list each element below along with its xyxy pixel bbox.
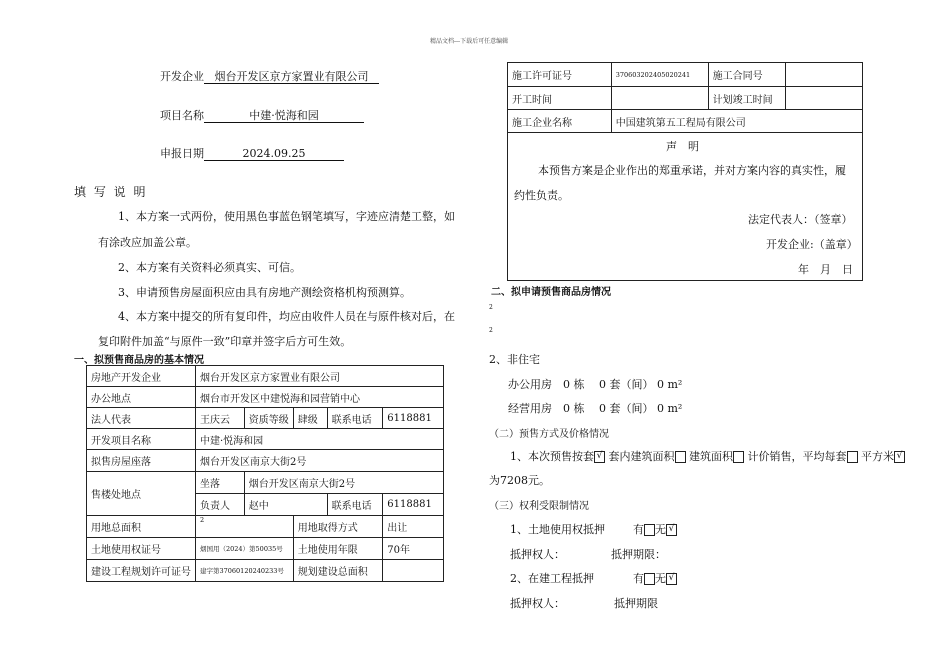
cell-value: 中国建筑第五工程局有限公司 (611, 110, 862, 133)
legal-rep-signature: 法定代表人：（签章） (748, 213, 853, 226)
cell-value (383, 560, 444, 582)
declaration-title: 声 明 (666, 140, 699, 153)
instruction-1b: 有涂改应加盖公章。 (98, 236, 197, 249)
checkbox-construction-none[interactable]: √ (666, 573, 677, 585)
developer-value: 烟台开发区京方家置业有限公司 (204, 70, 379, 84)
checkbox-per-sqm[interactable]: √ (894, 451, 905, 463)
cell-label: 资质等级 (244, 408, 293, 429)
none-label: 无 (655, 572, 666, 585)
superscript-1: 2 (489, 304, 493, 311)
checkbox-building-area[interactable] (733, 451, 744, 463)
land-mortgage-options (633, 521, 677, 537)
cell-label: 联系电话 (327, 494, 383, 516)
cell-label: 售楼处地点 (87, 472, 196, 516)
cell-label: 土地使用年限 (293, 538, 383, 560)
checkbox-inner-area[interactable] (675, 451, 686, 463)
cell-label: 施工合同号 (708, 63, 785, 87)
section1-title: 一、拟预售商品房的基本情况 (74, 355, 204, 366)
cell-value (611, 87, 708, 110)
cell-label: 坐落 (196, 472, 245, 494)
section2-title: 二、拟申请预售商品房情况 (491, 287, 611, 298)
cell-value: 出让 (383, 516, 444, 538)
declaration-date: 年 月 日 (798, 263, 853, 276)
construction-mortgage-label: 2、在建工程抵押 (510, 572, 594, 585)
instruction-3: 3、申请预售房屋面积应由具有房地产测绘资格机构预测算。 (118, 286, 411, 299)
cell-label: 计划竣工时间 (708, 87, 785, 110)
has-label: 有 (633, 523, 644, 536)
cell-label: 施工许可证号 (508, 63, 612, 87)
construction-table (507, 62, 863, 133)
cell-value: 烟台开发区京方家置业有限公司 (196, 366, 444, 387)
cell-value (785, 87, 862, 110)
presale-text-4: 计价销售，平均每套 (747, 450, 847, 463)
project-value: 中建·悦海和园 (204, 109, 364, 123)
cell-value: 2 (196, 516, 294, 538)
cell-label: 建设工程规划许可证号 (87, 560, 196, 582)
land-mortgagee: 抵押权人： (510, 548, 565, 561)
cell-value: 烟台市开发区中建悦海和园营销中心 (196, 387, 444, 408)
cell-value: 370603202405020241 (611, 63, 708, 87)
table-row (87, 538, 444, 560)
table-row (87, 429, 444, 450)
instruction-4: 4、本方案中提交的所有复印件，均应由收件人员在与原件核对后，在 (118, 310, 455, 323)
instruction-1: 1、本方案一式两份，使用黑色事蓝色钢笔填写，字迹应清楚工整，如 (118, 210, 455, 223)
construction-mortgagee: 抵押权人： (510, 597, 565, 610)
cell-label: 法人代表 (87, 408, 196, 429)
project-label: 项目名称 (160, 109, 204, 122)
has-label: 有 (633, 572, 644, 585)
cell-label: 用地取得方式 (293, 516, 383, 538)
project-line (160, 107, 364, 123)
presale-text-5: 平方米 (861, 450, 894, 463)
cell-label: 开工时间 (508, 87, 612, 110)
declaration-body-1: 本预售方案是企业作出的郑重承诺，并对方案内容的真实性，履 (538, 164, 846, 177)
non-residential-label: 2、非住宅 (489, 353, 540, 366)
declaration-box (507, 132, 863, 281)
table-row (508, 63, 863, 87)
checkbox-per-unit[interactable]: √ (594, 451, 605, 463)
office-line: 办公用房 0 栋 0 套（间） 0 m² (508, 378, 683, 391)
rights-title: （三）权利受限制情况 (489, 501, 589, 512)
cell-value: 6118881 (383, 408, 444, 429)
instruction-2: 2、本方案有关资料必须真实、可信。 (118, 261, 301, 274)
price-line: 为7208元。 (489, 474, 550, 487)
shop-line: 经营用房 0 栋 0 套（间） 0 m² (508, 402, 683, 415)
cell-label: 联系电话 (327, 408, 383, 429)
cell-value (785, 63, 862, 87)
header-note: 精品文档---下载后可任意编辑 (430, 38, 509, 45)
cell-value: 建字第37060120240233号 (196, 560, 294, 582)
developer-label: 开发企业 (160, 70, 204, 83)
table-row (87, 408, 444, 429)
instructions-title: 填 写 说 明 (74, 185, 148, 199)
land-mortgage-term: 抵押期限： (611, 548, 666, 561)
cell-value: 70年 (383, 538, 444, 560)
cell-label: 施工企业名称 (508, 110, 612, 133)
date-line (160, 145, 344, 161)
table-row (87, 516, 444, 538)
cell-value: 烟台开发区南京大街2号 (244, 472, 443, 494)
presale-text-1: 1、本次预售按套 (510, 450, 594, 463)
cell-value: 肆级 (293, 408, 327, 429)
presale-text-3: 建筑面积 (689, 450, 733, 463)
presale-text-2: 套内建筑面积 (608, 450, 675, 463)
cell-value: 烟国用（2024）第50035号 (196, 538, 294, 560)
date-value: 2024.09.25 (204, 147, 344, 161)
checkbox-land-has[interactable] (644, 524, 655, 536)
declaration-body-2: 约性负责。 (514, 189, 569, 202)
checkbox-land-none[interactable]: √ (666, 524, 677, 536)
land-mortgage-label: 1、土地使用权抵押 (510, 523, 605, 536)
construction-mortgage-term: 抵押期限 (614, 597, 658, 610)
cell-value: 中建·悦海和园 (196, 429, 444, 450)
table-row (508, 87, 863, 110)
checkbox-per-set[interactable] (847, 451, 858, 463)
cell-label: 用地总面积 (87, 516, 196, 538)
date-label: 申报日期 (160, 147, 204, 160)
cell-value: 赵中 (244, 494, 327, 516)
developer-line (160, 68, 379, 84)
table-row (87, 366, 444, 387)
instruction-4b: 复印附件加盖“与原件一致”印章并签字后方可生效。 (98, 335, 352, 348)
table-row (508, 110, 863, 133)
presale-method-line (510, 448, 905, 464)
table-row (87, 450, 444, 472)
company-seal: 开发企业:（盖章） (766, 238, 858, 251)
cell-label: 规划建设总面积 (293, 560, 383, 582)
presale-title: （二）预售方式及价格情况 (489, 429, 609, 440)
superscript-2: 2 (489, 327, 493, 334)
cell-label: 土地使用权证号 (87, 538, 196, 560)
basic-info-table (86, 365, 444, 582)
cell-label: 房地产开发企业 (87, 366, 196, 387)
cell-value: 6118881 (383, 494, 444, 516)
table-row (87, 387, 444, 408)
cell-label: 开发项目名称 (87, 429, 196, 450)
cell-label: 办公地点 (87, 387, 196, 408)
construction-mortgage-options (633, 570, 677, 586)
cell-value: 王庆云 (196, 408, 245, 429)
none-label: 无 (655, 523, 666, 536)
cell-label: 负责人 (196, 494, 245, 516)
cell-label: 拟售房屋座落 (87, 450, 196, 472)
checkbox-construction-has[interactable] (644, 573, 655, 585)
cell-value: 烟台开发区南京大街2号 (196, 450, 444, 472)
table-row (87, 472, 444, 494)
table-row (87, 560, 444, 582)
